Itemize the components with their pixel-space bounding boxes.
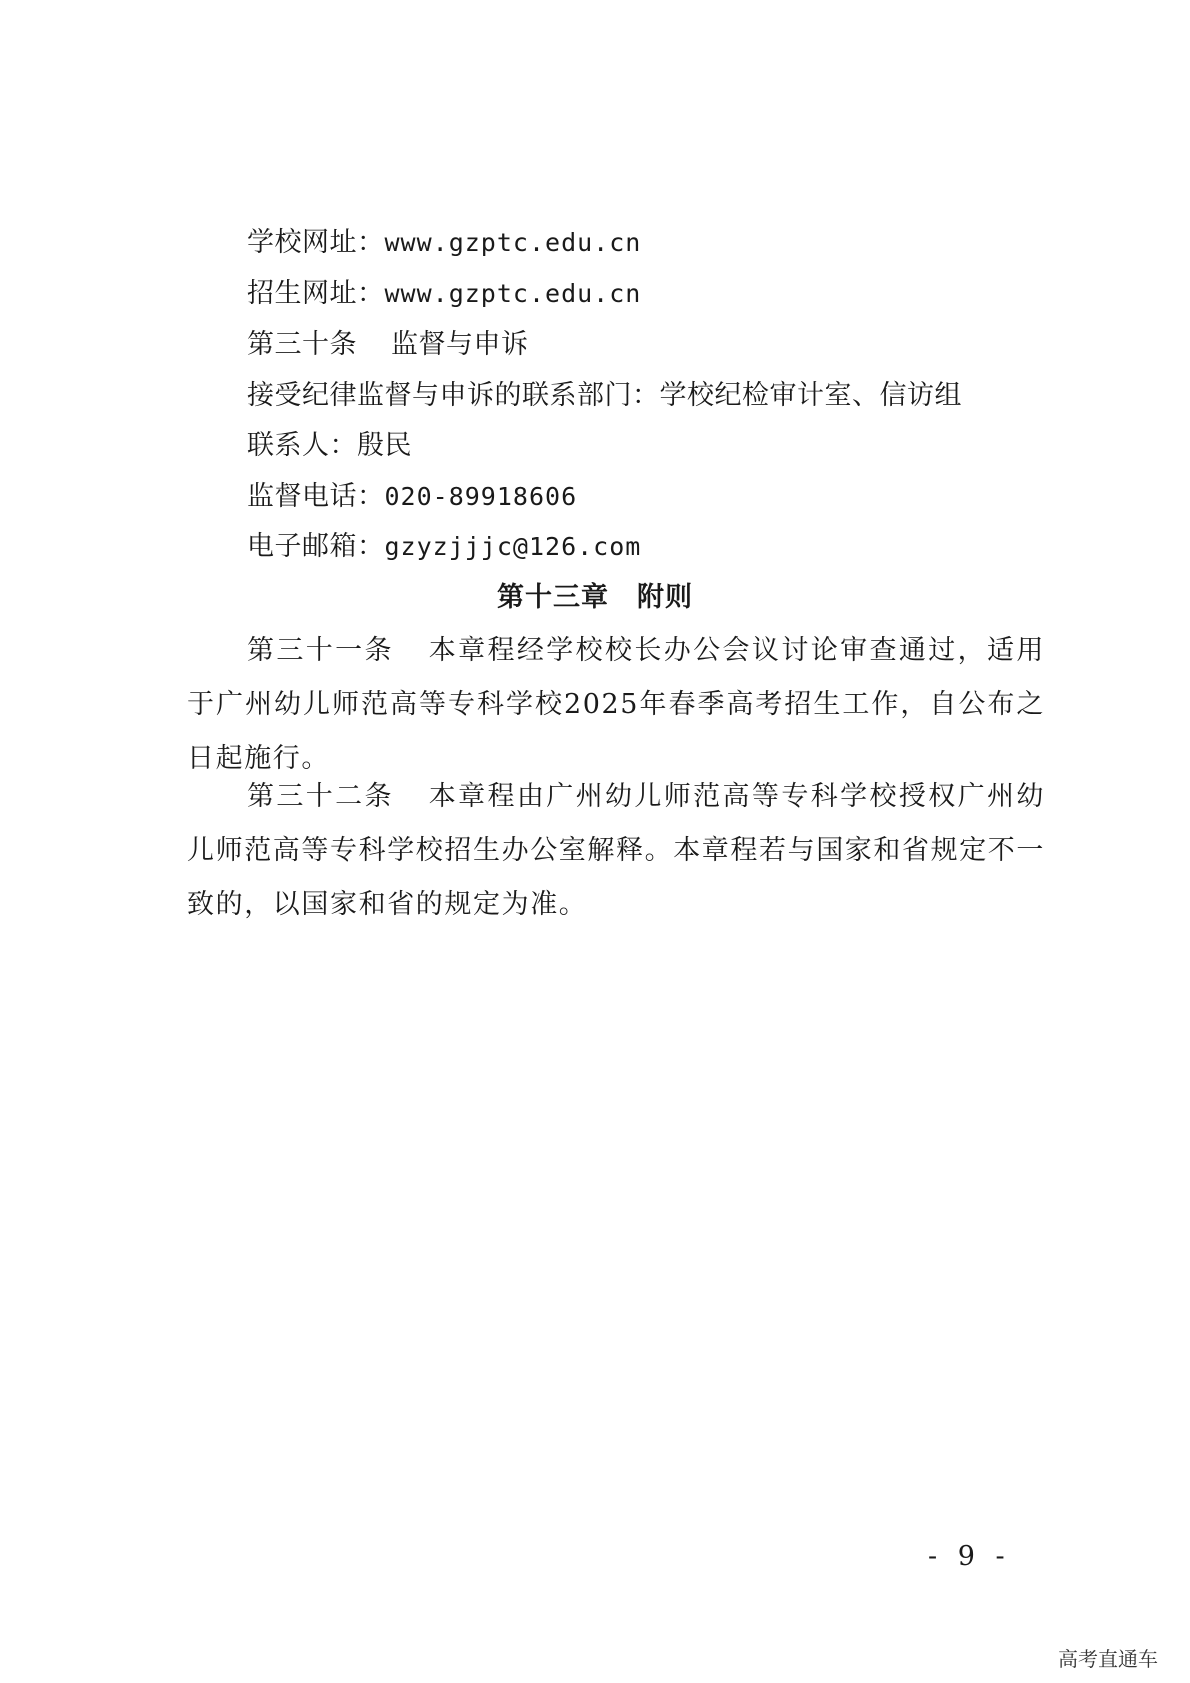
school-website-value: www.gzptc.edu.cn [384, 228, 642, 257]
supervision-phone-label: 监督电话： [247, 481, 385, 512]
contact-person-label: 联系人： [247, 430, 357, 461]
page-number: - 9 - [928, 1541, 1011, 1572]
supervision-phone-line [247, 481, 577, 513]
article-32-text: 本章程由广州幼儿师范高等专科学校授权广州幼儿师范高等专科学校招生办公室解释。本章程若与国家和省规定不一致的，以国家和省的规定为准。 [187, 781, 1045, 920]
article-30-heading [247, 329, 529, 361]
school-website-label: 学校网址： [247, 227, 385, 258]
supervision-phone-value: 020-89918606 [384, 482, 578, 511]
admission-website-value: www.gzptc.edu.cn [384, 279, 642, 308]
contact-person-line [247, 430, 412, 462]
admission-website-line [247, 278, 641, 310]
watermark-text: 高考直通车 [1058, 1647, 1158, 1671]
email-line [247, 531, 641, 563]
article-31-number: 第三十一条 [247, 635, 394, 666]
chapter-title: 第十三章 附则 [497, 582, 693, 613]
article-32-paragraph [187, 770, 1045, 932]
supervision-department-line: 接受纪律监督与申诉的联系部门：学校纪检审计室、信访组 [247, 380, 962, 411]
school-website-line [247, 227, 641, 259]
email-value: gzyzjjjc@126.com [384, 532, 642, 561]
article-31-paragraph [187, 624, 1045, 786]
article-31-text: 本章程经学校校长办公会议讨论审查通过，适用于广州幼儿师范高等专科学校2025年春季高考招生工作，自公布之日起施行。 [187, 635, 1045, 774]
article-32-number: 第三十二条 [247, 781, 394, 812]
admission-website-label: 招生网址： [247, 278, 385, 309]
email-label: 电子邮箱： [247, 531, 385, 562]
article-30-number: 第三十条 [247, 329, 357, 360]
contact-person-value: 殷民 [357, 430, 412, 461]
article-30-title: 监督与申诉 [391, 329, 529, 360]
